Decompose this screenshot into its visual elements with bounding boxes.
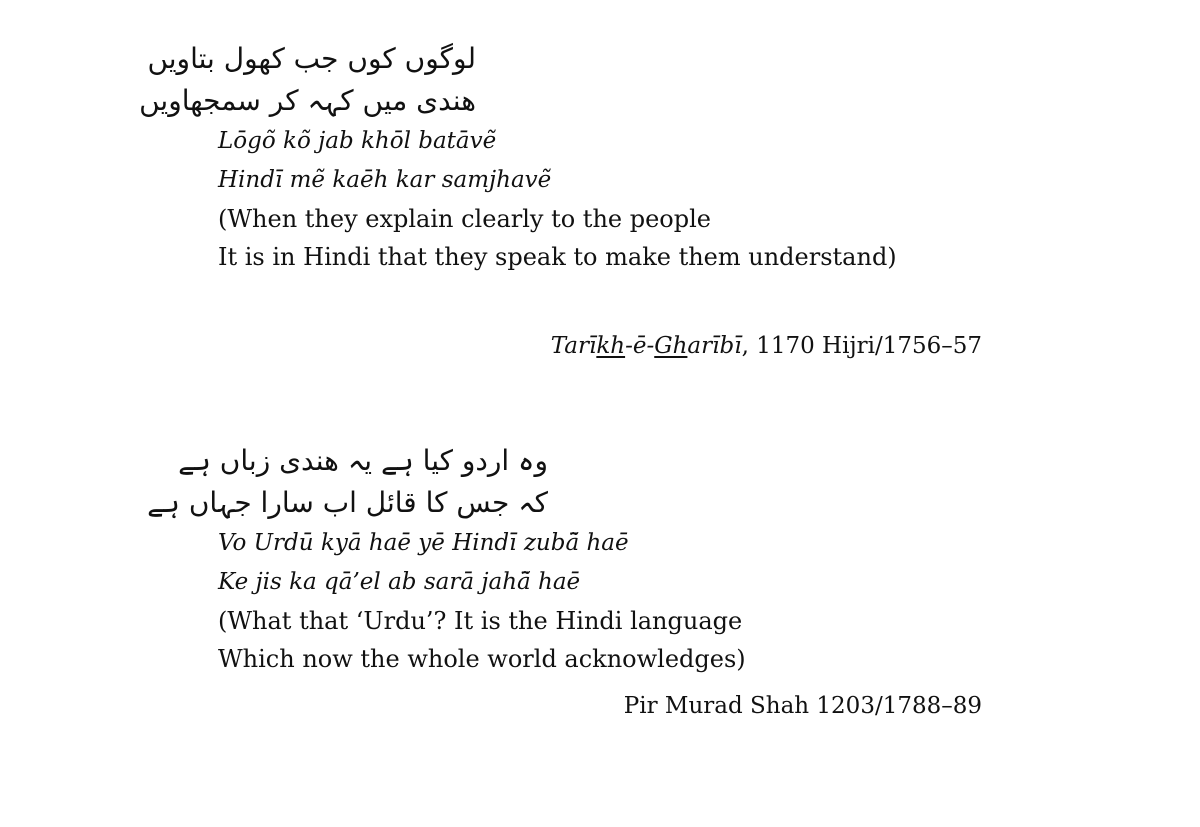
translation-line: (When they explain clearly to the people bbox=[218, 205, 711, 233]
source-date: , 1170 Hijri/1756–57 bbox=[741, 333, 982, 359]
source-citation-2: Pir Murad Shah 1203/1788–89 bbox=[623, 693, 982, 719]
source-title-underlined: Gh bbox=[654, 333, 688, 359]
source-title-underlined: kh bbox=[596, 333, 626, 359]
urdu-text: لوگوں کوں جب کھول بتاویں bbox=[147, 42, 476, 75]
source-title-part: arībī bbox=[687, 333, 742, 359]
transliteration-line: Ke jis ka qā’el ab sarā jahā̃ haē bbox=[218, 569, 581, 595]
transliteration-line: Lōgõ kõ jab khōl batāvẽ bbox=[218, 128, 497, 154]
source-citation-1 bbox=[551, 333, 982, 359]
urdu-line bbox=[147, 38, 988, 80]
verse-block-2 bbox=[147, 440, 988, 678]
translation-line: Which now the whole world acknowledges) bbox=[218, 645, 746, 673]
translation-line: It is in Hindi that they speak to make them understand) bbox=[218, 243, 897, 271]
source-title-part: -ē- bbox=[625, 333, 655, 359]
urdu-text: کہ جس کا قائل اب سارا جہاں ہے bbox=[147, 486, 548, 519]
urdu-line bbox=[147, 482, 988, 524]
urdu-line bbox=[139, 80, 988, 122]
source-title-part: Tarī bbox=[550, 333, 597, 359]
transliteration-line: Hindī mẽ kaēh kar samjhavẽ bbox=[218, 167, 552, 193]
verse-block-1 bbox=[139, 38, 988, 276]
transliteration-line: Vo Urdū kyā haē yē Hindī zubā̃ haē bbox=[218, 530, 629, 556]
urdu-line bbox=[178, 440, 988, 482]
urdu-text: وہ اردو کیا ہے یہ ھندی زباں ہے bbox=[178, 444, 548, 477]
urdu-text: ھندی میں کہہ کر سمجھاویں bbox=[139, 84, 476, 117]
source-title bbox=[551, 333, 742, 359]
translation-line: (What that ‘Urdu’? It is the Hindi language bbox=[218, 607, 743, 635]
